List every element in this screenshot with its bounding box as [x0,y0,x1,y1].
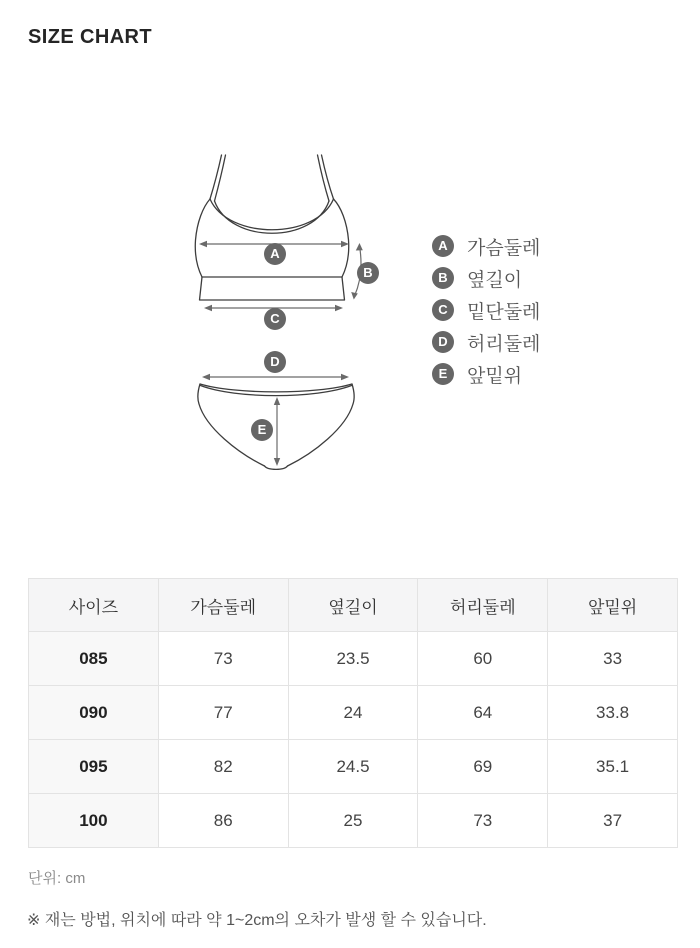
column-header-waist: 허리둘레 [418,579,548,632]
legend-label-e: 앞밑위 [467,365,523,387]
legend-label-d: 허리둘레 [467,333,541,355]
value-cell: 77 [158,686,288,740]
value-cell: 35.1 [548,740,678,794]
legend-item-d [432,331,540,353]
value-cell: 37 [548,794,678,848]
value-cell: 64 [418,686,548,740]
value-cell: 73 [158,632,288,686]
value-cell: 24 [288,686,418,740]
arrow-d [202,374,349,380]
legend-badge-a: A [432,235,454,257]
table-row [29,740,678,794]
legend-badge-e: E [432,363,454,385]
size-cell: 085 [29,632,159,686]
column-header-chest: 가슴둘레 [158,579,288,632]
column-header-side-length: 옆길이 [288,579,418,632]
legend-label-c: 밑단둘레 [467,301,541,323]
page-title: SIZE CHART [28,26,152,48]
size-table [28,578,678,848]
column-header-size: 사이즈 [29,579,159,632]
panty-drawing [198,384,354,469]
measurement-note: ※ 재는 방법, 위치에 따라 약 1~2cm의 오차가 발생 할 수 있습니다. [27,912,487,929]
size-cell: 095 [29,740,159,794]
measure-badge-e: E [251,419,273,441]
measure-badge-d: D [264,351,286,373]
size-cell: 090 [29,686,159,740]
value-cell: 23.5 [288,632,418,686]
legend-item-a [432,235,540,257]
value-cell: 86 [158,794,288,848]
measure-legend [432,235,540,395]
table-header-row [29,579,678,632]
value-cell: 73 [418,794,548,848]
bra-drawing [195,155,348,300]
column-header-front-rise: 앞밑위 [548,579,678,632]
table-row [29,794,678,848]
legend-badge-b: B [432,267,454,289]
table-row [29,686,678,740]
value-cell: 24.5 [288,740,418,794]
legend-badge-c: C [432,299,454,321]
arrow-e [274,397,280,466]
measure-badge-c: C [264,308,286,330]
measure-badge-a: A [264,243,286,265]
size-cell: 100 [29,794,159,848]
legend-label-a: 가슴둘레 [467,237,541,259]
legend-item-c [432,299,540,321]
legend-item-e [432,363,540,385]
legend-badge-d: D [432,331,454,353]
table-row [29,632,678,686]
unit-label: 단위: cm [28,870,86,887]
legend-item-b [432,267,540,289]
value-cell: 33.8 [548,686,678,740]
value-cell: 33 [548,632,678,686]
value-cell: 60 [418,632,548,686]
value-cell: 82 [158,740,288,794]
legend-label-b: 옆길이 [467,269,523,291]
value-cell: 69 [418,740,548,794]
value-cell: 25 [288,794,418,848]
measure-badge-b: B [357,262,379,284]
